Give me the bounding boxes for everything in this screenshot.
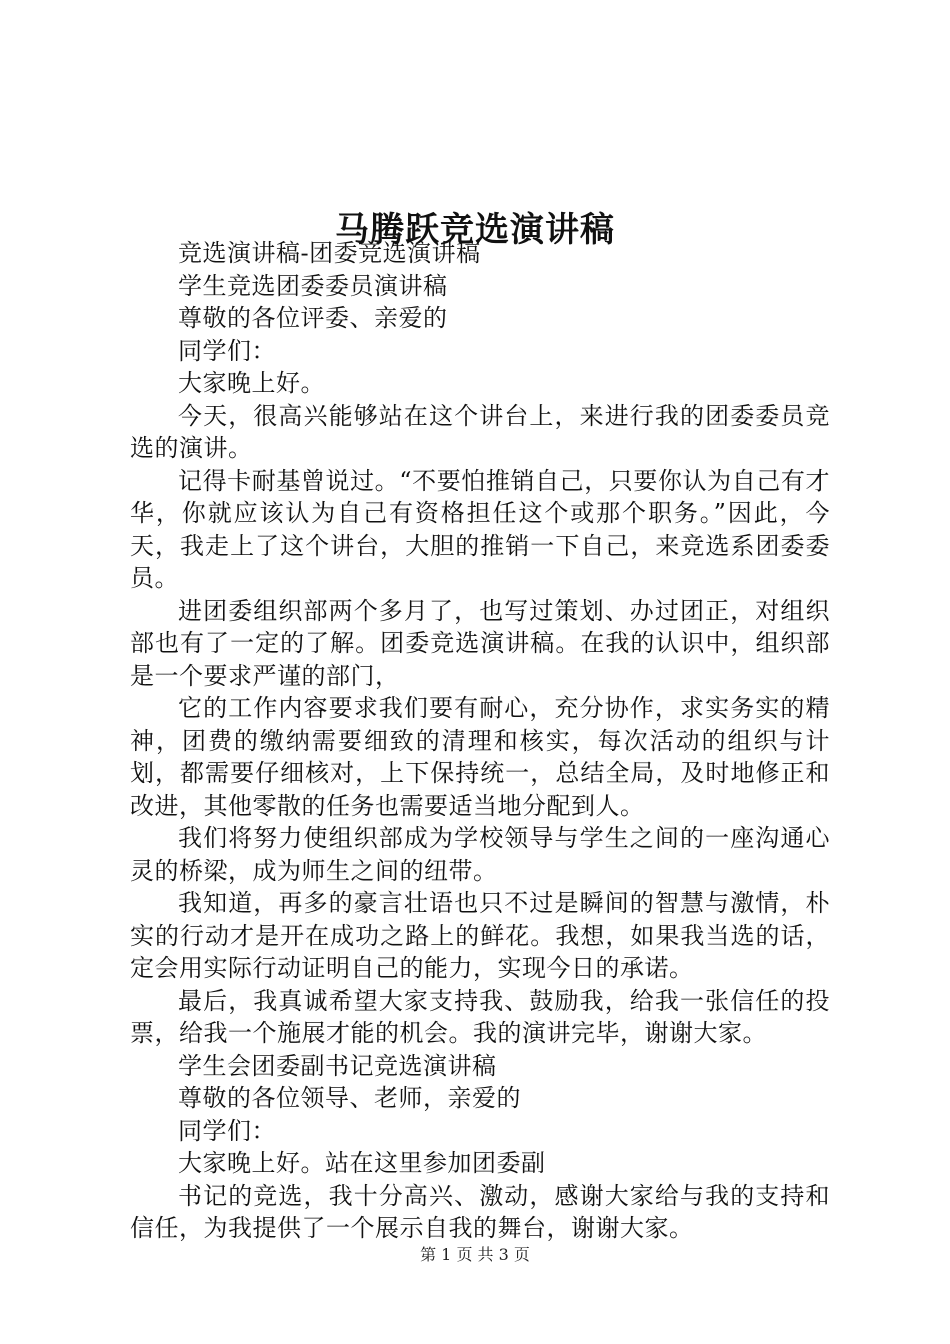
paragraph: 尊敬的各位评委、亲爱的	[178, 304, 448, 332]
paragraph: 同学们：	[178, 1116, 276, 1145]
paragraph: 进团委组织部两个多月了，也写过策划、办过团正，对组织部也有了一定的了解。团委竞选演讲稿。在我的认识中，组织部是一个要求严谨的部门，	[130, 596, 830, 690]
paragraph: 最后，我真诚希望大家支持我、鼓励我，给我一张信任的投票，给我一个施展才能的机会。我的演讲完毕，谢谢大家。	[130, 986, 830, 1047]
document-title: 马腾跃竞选演讲稿	[335, 209, 615, 250]
paragraph: 今天，很高兴能够站在这个讲台上，来进行我的团委委员竞选的演讲。	[130, 401, 830, 462]
paragraph: 我知道，再多的豪言壮语也只不过是瞬间的智慧与激情，朴实的行动才是开在成功之路上的鲜花。我想，如果我当选的话，定会用实际行动证明自己的能力，实现今日的承诺。	[130, 889, 830, 982]
paragraph: 它的工作内容要求我们要有耐心，充分协作，求实务实的精神，团费的缴纳需要细致的清理和核实，每次活动的组织与计划，都需要仔细核对，上下保持统一，总结全局，及时地修正和改进，其他零散的任务也需要适当地分配到人。	[130, 694, 830, 820]
paragraph: 学生会团委副书记竞选演讲稿	[178, 1051, 497, 1080]
paragraph: 我们将努力使组织部成为学校领导与学生之间的一座沟通心灵的桥梁，成为师生之间的纽带。	[130, 824, 830, 885]
paragraph: 尊敬的各位领导、老师，亲爱的	[178, 1084, 521, 1112]
paragraph: 书记的竞选，我十分高兴、激动，感谢大家给与我的支持和信任，为我提供了一个展示自我的舞台，谢谢大家。	[130, 1181, 830, 1242]
paragraph: 大家晚上好。站在这里参加团委副	[178, 1149, 546, 1177]
document-body	[130, 237, 830, 1245]
paragraph: 竞选演讲稿-团委竞选演讲稿	[178, 239, 481, 267]
paragraph: 记得卡耐基曾说过。“不要怕推销自己，只要你认为自己有才华，你就应该认为自己有资格担任这个或那个职务。”因此，今天，我走上了这个讲台，大胆的推销一下自己，来竞选系团委委员。	[130, 466, 830, 592]
paragraph: 大家晚上好。	[178, 369, 325, 397]
paragraph: 学生竞选团委委员演讲稿	[178, 271, 448, 300]
page-footer: 第 1 页 共 3 页	[420, 1245, 530, 1264]
paragraph: 同学们：	[178, 336, 276, 365]
